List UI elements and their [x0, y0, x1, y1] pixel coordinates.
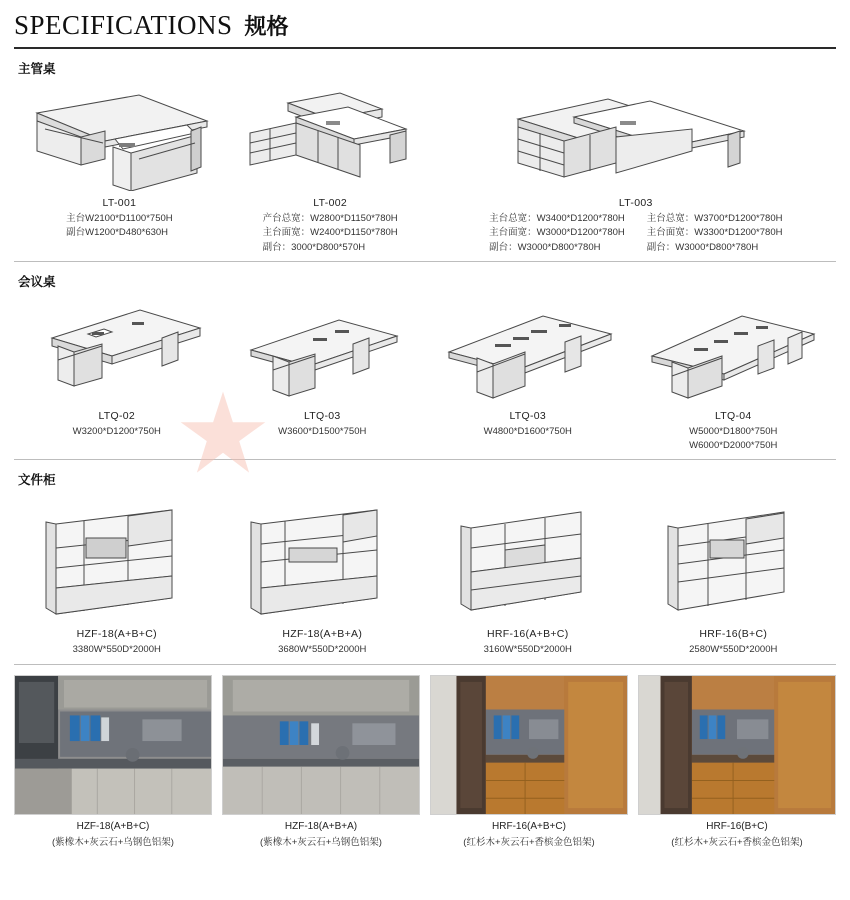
photo-item-hrf-16-abc — [430, 675, 628, 848]
product-item-hzf-18-abc — [14, 492, 220, 657]
product-code: LT-002 — [313, 197, 347, 209]
product-illustration-ltq-04 — [631, 294, 837, 404]
section-divider-3 — [14, 664, 836, 665]
photo-image-hrf-16-abc — [430, 675, 628, 815]
product-spec — [631, 425, 837, 454]
header-divider — [14, 47, 836, 49]
photo-row — [14, 675, 836, 848]
photo-code: HRF-16(B+C) — [706, 820, 768, 832]
product-spec — [631, 643, 837, 657]
photo-material: (紫橡木+灰云石+乌钢色铝架) — [52, 836, 174, 848]
spec-line: 主台面宽：W3000*D1200*780H — [489, 227, 625, 239]
section-filing-cabinets — [0, 470, 850, 664]
spec-line: 主台总宽：W3400*D1200*780H — [489, 213, 625, 224]
spec-group-right — [647, 212, 783, 255]
product-spec — [14, 212, 225, 241]
product-illustration-ltq-02 — [14, 294, 220, 404]
product-illustration-hrf-16-bc — [631, 492, 837, 622]
product-spec — [14, 425, 220, 439]
spec-line: 主台W2100*D1100*750H — [66, 213, 173, 224]
product-illustration-ltq-03-b — [425, 294, 631, 404]
photo-gallery — [0, 675, 850, 848]
photo-material: (紫橡木+灰云石+乌钢色铝架) — [260, 836, 382, 848]
product-spec — [425, 425, 631, 439]
product-illustration-ltq-03-a — [220, 294, 426, 404]
section-label-executive: 主管桌 — [18, 62, 56, 76]
product-item-lt-003 — [436, 81, 836, 255]
spec-line: 副台：3000*D800*570H — [262, 241, 366, 253]
product-item-ltq-03-b — [425, 294, 631, 439]
product-illustration-hzf-18-aba — [220, 492, 426, 622]
photo-material: (红杉木+灰云石+香槟金色铝架) — [463, 836, 595, 848]
photo-item-hzf-18-abc — [14, 675, 212, 848]
product-code: LTQ-03 — [509, 409, 547, 422]
product-illustration-lt-003 — [436, 81, 836, 191]
photo-image-hzf-18-abc — [14, 675, 212, 815]
page-header — [0, 0, 850, 45]
spec-line: 2580W*550D*2000H — [689, 644, 778, 656]
page-title: SPECIFICATIONS — [14, 10, 233, 40]
product-code: LT-003 — [618, 197, 653, 209]
photo-item-hzf-18-aba — [222, 675, 420, 848]
spec-line: 主台面宽：W2400*D1150*780H — [262, 227, 398, 239]
product-item-ltq-02 — [14, 294, 220, 439]
product-row-executive — [14, 81, 836, 255]
spec-line: 副台W1200*D480*630H — [66, 227, 169, 239]
product-spec — [220, 425, 426, 439]
spec-line: 主台总宽：W3700*D1200*780H — [646, 213, 783, 224]
section-conference-tables — [0, 272, 850, 461]
product-code: HRF-16(B+C) — [699, 628, 768, 641]
product-code: HZF-18(A+B+C) — [76, 628, 157, 641]
spec-line: W3200*D1200*750H — [72, 425, 161, 437]
section-label-cabinets: 文件柜 — [18, 473, 56, 488]
photo-image-hzf-18-aba — [222, 675, 420, 815]
product-code: HZF-18(A+B+A) — [282, 628, 363, 641]
section-label-conference: 会议桌 — [18, 274, 56, 289]
spec-line: 主台面宽：W3300*D1200*780H — [646, 227, 783, 239]
product-item-hrf-16-abc — [425, 492, 631, 657]
photo-code: HZF-18(A+B+C) — [76, 820, 150, 832]
product-row-cabinets — [14, 492, 836, 657]
product-code: LTQ-04 — [714, 409, 752, 422]
spec-line: 副台：W3000*D800*780H — [646, 241, 759, 253]
product-illustration-lt-002 — [225, 81, 436, 191]
spec-line: W6000*D2000*750H — [689, 440, 778, 451]
product-illustration-hzf-18-abc — [14, 492, 220, 622]
section-divider-1 — [14, 261, 836, 262]
photo-item-hrf-16-bc — [638, 675, 836, 848]
photo-code: HRF-16(A+B+C) — [492, 820, 566, 832]
product-illustration-hrf-16-abc — [425, 492, 631, 622]
section-executive-desks — [0, 59, 850, 262]
product-code: LT-001 — [102, 197, 137, 209]
product-item-hrf-16-bc — [631, 492, 837, 657]
product-code: LTQ-03 — [303, 409, 341, 422]
spec-line: W4800*D1600*750H — [483, 425, 572, 437]
page-title-cn: 规格 — [244, 14, 289, 39]
product-spec — [225, 212, 436, 255]
spec-group-left — [489, 212, 625, 255]
product-code: LTQ-02 — [98, 409, 136, 422]
product-item-lt-001 — [14, 81, 225, 241]
product-illustration-lt-001 — [14, 81, 225, 191]
product-code: HRF-16(A+B+C) — [486, 628, 569, 641]
product-item-hzf-18-aba — [220, 492, 426, 657]
product-row-conference — [14, 294, 836, 454]
spec-line: 产台总宽：W2800*D1150*780H — [262, 213, 398, 224]
product-spec — [14, 643, 220, 657]
spec-line: 副台：W3000*D800*780H — [489, 241, 601, 253]
product-spec — [425, 643, 631, 657]
spec-line: W3600*D1500*750H — [278, 425, 367, 437]
spec-line: W5000*D1800*750H — [689, 425, 778, 437]
product-item-ltq-03-a — [220, 294, 426, 439]
product-spec — [220, 643, 426, 657]
product-item-lt-002 — [225, 81, 436, 255]
spec-line: 3380W*550D*2000H — [72, 644, 161, 656]
spec-line: 3160W*550D*2000H — [483, 644, 572, 656]
spec-line: 3680W*550D*2000H — [278, 644, 367, 656]
photo-code: HZF-18(A+B+A) — [284, 820, 358, 832]
section-divider-2 — [14, 459, 836, 460]
photo-image-hrf-16-bc — [638, 675, 836, 815]
photo-material: (红杉木+灰云石+香槟金色铝架) — [671, 836, 803, 848]
product-item-ltq-04 — [631, 294, 837, 454]
product-spec — [436, 212, 836, 255]
